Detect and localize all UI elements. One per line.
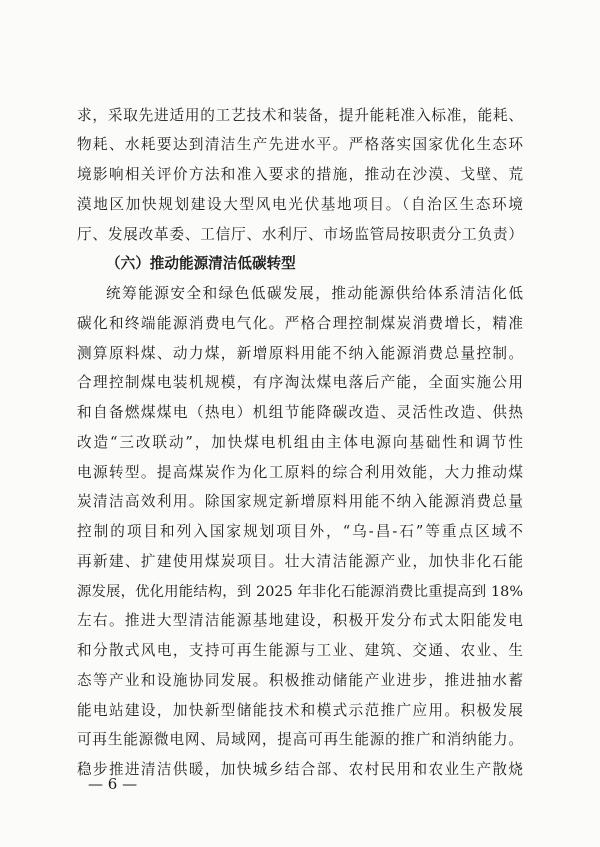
text-line: 境影响相关评价方法和准入要求的措施，推动在沙漠、戈壁、荒 [77,166,523,183]
text-line: 和分散式风电，支持可再生能源与工业、建筑、交通、农业、生 [77,642,523,659]
page-number: — 6 — [88,775,138,793]
section-heading: （六）推动能源清洁低碳转型 [106,255,296,272]
text-line: 源发展，优化用能结构，到 2025 年非化石能源消费比重提高到 18% [77,584,523,600]
text-line: 和自备燃煤煤电（热电）机组节能降碳改造、灵活性改造、供热 [77,404,523,421]
text-line: 电源转型。提高煤炭作为化工原料的综合利用效能，大力推动煤 [77,464,523,481]
text-line: 左右。推进大型清洁能源基地建设，积极开发分布式太阳能发电 [77,612,523,629]
text-line: 态等产业和设施协同发展。积极推动储能产业进步，推进抽水蓄 [77,672,523,689]
text-line: 统筹能源安全和绿色低碳发展，推动能源供给体系清洁化低 [106,285,523,302]
text-line: 控制的项目和列入国家规划项目外，“乌-昌-石”等重点区域不 [77,523,523,540]
text-line: 漠地区加快规划建设大型风电光伏基地项目。（自治区生态环境 [77,196,523,213]
text-line: 再新建、扩建使用煤炭项目。壮大清洁能源产业，加快非化石能 [77,553,523,570]
text-line: 求，采取先进适用的工艺技术和装备，提升能耗准入标准，能耗、 [77,107,523,124]
text-line: 物耗、水耗要达到清洁生产先进水平。严格落实国家优化生态环 [77,136,523,153]
text-line: 炭清洁高效利用。除国家规定新增原料用能不纳入能源消费总量 [77,493,523,510]
text-line: 碳化和终端能源消费电气化。严格合理控制煤炭消费增长，精准 [77,315,523,332]
text-line: 测算原料煤、动力煤，新增原料用能不纳入能源消费总量控制。 [77,345,523,362]
text-line: 厅、发展改革委、工信厅、水利厅、市场监管局按职责分工负责） [77,226,523,243]
text-line: 稳步推进清洁供暖，加快城乡结合部、农村民用和农业生产散烧 [77,761,523,778]
text-line: 能电站建设，加快新型储能技术和模式示范推广应用。积极发展 [77,702,523,719]
text-line: 可再生能源微电网、局域网，提高可再生能源的推广和消纳能力。 [77,731,523,748]
text-line: 改造“三改联动”，加快煤电机组由主体电源向基础性和调节性 [77,434,523,451]
text-line: 合理控制煤电装机规模，有序淘汰煤电落后产能，全面实施公用 [77,374,523,391]
